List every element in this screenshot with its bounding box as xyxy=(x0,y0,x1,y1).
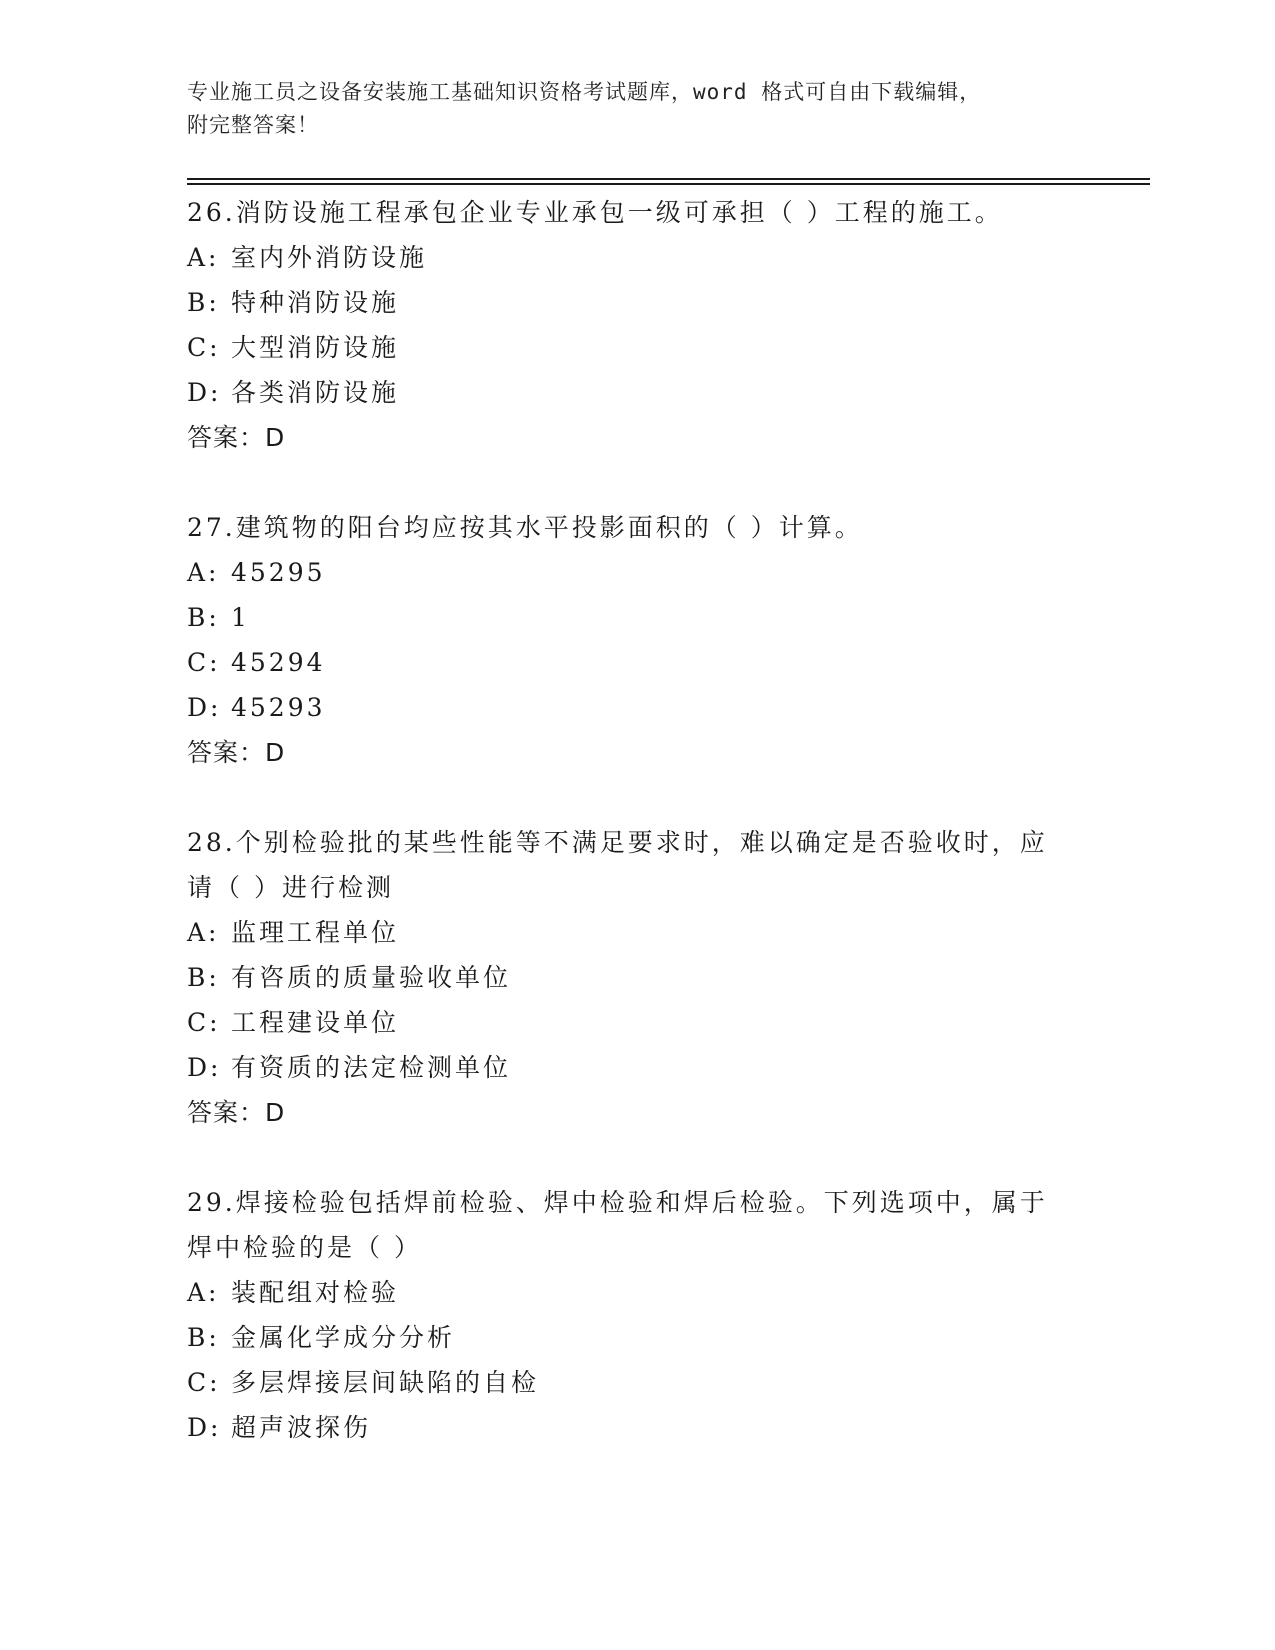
option-c xyxy=(187,1360,1087,1405)
option-text: 1 xyxy=(231,603,250,632)
option-a xyxy=(187,235,1087,280)
option-letter: D: xyxy=(187,1053,222,1082)
option-d xyxy=(187,370,1087,415)
option-c xyxy=(187,640,1087,685)
option-letter: B: xyxy=(187,963,220,992)
option-letter: D: xyxy=(187,1413,222,1442)
option-letter: A: xyxy=(187,1278,220,1307)
question-list xyxy=(187,190,1087,1495)
header-divider-bottom xyxy=(187,183,1150,185)
option-b xyxy=(187,1315,1087,1360)
question-text-line: 27.建筑物的阳台均应按其水平投影面积的（ ）计算。 xyxy=(187,513,863,542)
option-letter: A: xyxy=(187,918,220,947)
answer-line: 答案：D xyxy=(187,738,286,767)
question-text-line: 请（ ）进行检测 xyxy=(187,873,394,902)
question-27 xyxy=(187,505,1087,775)
option-letter: C: xyxy=(187,1368,221,1397)
option-letter: B: xyxy=(187,603,220,632)
question-26 xyxy=(187,190,1087,460)
option-b xyxy=(187,595,1087,640)
option-text: 超声波探伤 xyxy=(231,1413,372,1442)
question-text-line: 焊中检验的是（ ） xyxy=(187,1233,422,1262)
question-text xyxy=(187,1180,1087,1270)
question-text-line: 28.个别检验批的某些性能等不满足要求时，难以确定是否验收时，应 xyxy=(187,828,1048,857)
option-letter: C: xyxy=(187,648,221,677)
option-d xyxy=(187,685,1087,730)
option-a xyxy=(187,910,1087,955)
document-header xyxy=(187,76,1067,142)
option-b xyxy=(187,955,1087,1000)
option-c xyxy=(187,1000,1087,1045)
option-text: 有咨质的质量验收单位 xyxy=(231,963,512,992)
option-a xyxy=(187,1270,1087,1315)
option-text: 工程建设单位 xyxy=(231,1008,400,1037)
option-d xyxy=(187,1045,1087,1090)
option-letter: A: xyxy=(187,243,220,272)
option-text: 45295 xyxy=(231,558,326,587)
option-text: 监理工程单位 xyxy=(231,918,400,947)
option-text: 金属化学成分分析 xyxy=(231,1323,456,1352)
option-text: 特种消防设施 xyxy=(231,288,400,317)
option-letter: A: xyxy=(187,558,220,587)
question-text-line: 29.焊接检验包括焊前检验、焊中检验和焊后检验。下列选项中，属于 xyxy=(187,1188,1048,1217)
answer-line: 答案：D xyxy=(187,423,286,452)
option-letter: C: xyxy=(187,1008,221,1037)
question-text xyxy=(187,820,1087,910)
option-a xyxy=(187,550,1087,595)
question-29 xyxy=(187,1180,1087,1450)
option-text: 大型消防设施 xyxy=(231,333,400,362)
answer-line: 答案：D xyxy=(187,1098,286,1127)
option-text: 45293 xyxy=(231,693,326,722)
option-letter: C: xyxy=(187,333,221,362)
option-text: 各类消防设施 xyxy=(231,378,400,407)
option-d xyxy=(187,1405,1087,1450)
question-text xyxy=(187,505,1087,550)
question-text-line: 26.消防设施工程承包企业专业承包一级可承担（ ）工程的施工。 xyxy=(187,198,1003,227)
option-text: 装配组对检验 xyxy=(231,1278,400,1307)
option-c xyxy=(187,325,1087,370)
question-28 xyxy=(187,820,1087,1135)
option-text: 45294 xyxy=(231,648,326,677)
header-divider-top xyxy=(187,178,1150,180)
option-letter: B: xyxy=(187,1323,220,1352)
header-line-1: 专业施工员之设备安装施工基础知识资格考试题库，word 格式可自由下载编辑， xyxy=(187,80,982,104)
option-letter: B: xyxy=(187,288,220,317)
option-letter: D: xyxy=(187,693,222,722)
option-text: 室内外消防设施 xyxy=(231,243,428,272)
header-line-2: 附完整答案！ xyxy=(187,113,319,137)
question-text xyxy=(187,190,1087,235)
option-text: 多层焊接层间缺陷的自检 xyxy=(231,1368,540,1397)
option-text: 有资质的法定检测单位 xyxy=(231,1053,512,1082)
option-letter: D: xyxy=(187,378,222,407)
option-b xyxy=(187,280,1087,325)
